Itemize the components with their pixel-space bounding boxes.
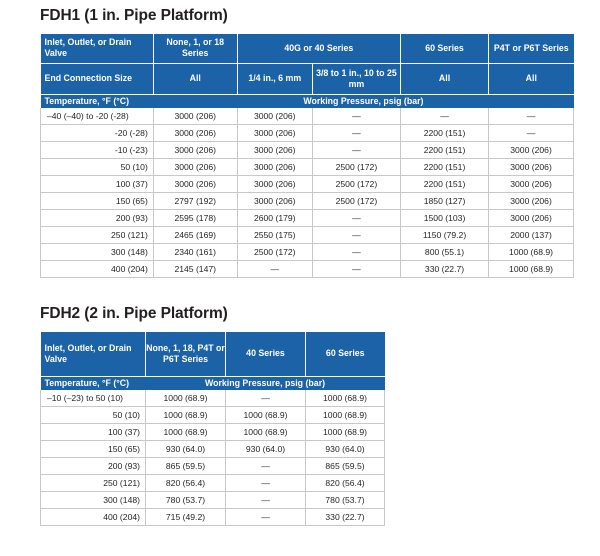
temperature-cell: -10 (-23) — [41, 142, 154, 159]
pressure-cell: — — [226, 458, 306, 475]
table-row — [41, 125, 574, 142]
temperature-cell: 150 (65) — [41, 193, 154, 210]
temperature-cell: –10 (–23) to 50 (10) — [41, 390, 146, 407]
pressure-cell: 2200 (151) — [400, 176, 488, 193]
fdh2-temperature-label: Temperature, °F (°C) — [41, 376, 146, 390]
pressure-cell: 3000 (206) — [489, 142, 574, 159]
pressure-cell: 3000 (206) — [153, 159, 237, 176]
pressure-cell: — — [237, 261, 312, 278]
pressure-cell: 2595 (178) — [153, 210, 237, 227]
pressure-cell: 1000 (68.9) — [146, 407, 226, 424]
temperature-cell: 400 (204) — [41, 509, 146, 526]
table-row — [41, 210, 574, 227]
table-row — [41, 441, 385, 458]
temperature-cell: 100 (37) — [41, 176, 154, 193]
fdh2-header-col2: 40 Series — [226, 332, 306, 376]
pressure-cell: 1000 (68.9) — [146, 390, 226, 407]
pressure-cell: 1850 (127) — [400, 193, 488, 210]
pressure-cell: 2000 (137) — [489, 227, 574, 244]
fdh1-title: FDH1 (1 in. Pipe Platform) — [40, 7, 228, 24]
pressure-cell: — — [489, 108, 574, 125]
temperature-cell: 250 (121) — [41, 227, 154, 244]
pressure-cell: 865 (59.5) — [146, 458, 226, 475]
temperature-cell: 400 (204) — [41, 261, 154, 278]
pressure-cell: 3000 (206) — [237, 142, 312, 159]
table-row — [41, 261, 574, 278]
pressure-cell: 1000 (68.9) — [226, 407, 306, 424]
table-row — [41, 424, 385, 441]
table-row — [41, 492, 385, 509]
pressure-cell: 330 (22.7) — [306, 509, 385, 526]
temperature-cell: 100 (37) — [41, 424, 146, 441]
pressure-cell: 3000 (206) — [237, 159, 312, 176]
pressure-cell: — — [312, 125, 400, 142]
pressure-cell: 3000 (206) — [237, 108, 312, 125]
pressure-cell: 820 (56.4) — [306, 475, 385, 492]
pressure-cell: 3000 (206) — [237, 176, 312, 193]
fdh1-header-col2: 40G or 40 Series — [237, 34, 400, 63]
fdh1-header-all1: All — [153, 63, 237, 94]
pressure-cell: — — [226, 475, 306, 492]
pressure-cell: 3000 (206) — [153, 176, 237, 193]
table-row — [41, 244, 574, 261]
pressure-cell: 1000 (68.9) — [489, 244, 574, 261]
pressure-cell: 2500 (172) — [312, 159, 400, 176]
pressure-cell: 1150 (79.2) — [400, 227, 488, 244]
pressure-cell: 2600 (179) — [237, 210, 312, 227]
pressure-cell: 2550 (175) — [237, 227, 312, 244]
pressure-cell: — — [312, 108, 400, 125]
pressure-cell: 930 (64.0) — [306, 441, 385, 458]
table-row — [41, 407, 385, 424]
pressure-cell: 2145 (147) — [153, 261, 237, 278]
pressure-cell: 330 (22.7) — [400, 261, 488, 278]
fdh1-header-inlet: Inlet, Outlet, or Drain Valve — [41, 34, 154, 63]
fdh1-header-sub2: 3/8 to 1 in., 10 to 25 mm — [312, 63, 400, 94]
temperature-cell: 300 (148) — [41, 244, 154, 261]
table-row — [41, 142, 574, 159]
pressure-cell: 3000 (206) — [237, 125, 312, 142]
pressure-cell: 930 (64.0) — [146, 441, 226, 458]
fdh2-working-pressure-label: Working Pressure, psig (bar) — [146, 376, 385, 390]
pressure-cell: — — [400, 108, 488, 125]
pressure-cell: 2465 (169) — [153, 227, 237, 244]
fdh2-title: FDH2 (2 in. Pipe Platform) — [40, 305, 228, 322]
table-row — [41, 227, 574, 244]
fdh1-header-all4: All — [489, 63, 574, 94]
fdh1-table — [40, 34, 574, 278]
pressure-cell: 3000 (206) — [153, 108, 237, 125]
pressure-cell: 2500 (172) — [237, 244, 312, 261]
pressure-cell: — — [226, 509, 306, 526]
pressure-cell: 3000 (206) — [153, 142, 237, 159]
pressure-cell: 800 (55.1) — [400, 244, 488, 261]
pressure-cell: — — [312, 261, 400, 278]
pressure-cell: 780 (53.7) — [306, 492, 385, 509]
fdh2-header-col1: None, 1, 18, P4T or P6T Series — [146, 332, 226, 376]
pressure-cell: — — [312, 142, 400, 159]
fdh1-working-pressure-label: Working Pressure, psig (bar) — [153, 94, 573, 108]
fdh1-header-col3: 60 Series — [400, 34, 488, 63]
table-row — [41, 475, 385, 492]
pressure-cell: — — [312, 227, 400, 244]
pressure-cell: 3000 (206) — [489, 159, 574, 176]
pressure-cell: — — [312, 244, 400, 261]
pressure-cell: 865 (59.5) — [306, 458, 385, 475]
pressure-cell: — — [226, 492, 306, 509]
temperature-cell: -20 (-28) — [41, 125, 154, 142]
temperature-cell: 300 (148) — [41, 492, 146, 509]
table-row — [41, 108, 574, 125]
fdh1-header-all3: All — [400, 63, 488, 94]
temperature-cell: 250 (121) — [41, 475, 146, 492]
pressure-cell: 780 (53.7) — [146, 492, 226, 509]
pressure-cell: 2500 (172) — [312, 193, 400, 210]
fdh1-header-col4: P4T or P6T Series — [489, 34, 574, 63]
temperature-cell: 200 (93) — [41, 458, 146, 475]
fdh1-temperature-label: Temperature, °F (°C) — [41, 94, 154, 108]
pressure-cell: 1000 (68.9) — [146, 424, 226, 441]
pressure-cell: — — [226, 390, 306, 407]
pressure-cell: 1000 (68.9) — [306, 424, 385, 441]
fdh1-header-col1: None, 1, or 18 Series — [153, 34, 237, 63]
pressure-cell: 3000 (206) — [153, 125, 237, 142]
pressure-cell: 3000 (206) — [489, 176, 574, 193]
pressure-cell: — — [312, 210, 400, 227]
fdh2-header-inlet: Inlet, Outlet, or Drain Valve — [41, 332, 146, 376]
temperature-cell: –40 (–40) to -20 (-28) — [41, 108, 154, 125]
pressure-cell: 1500 (103) — [400, 210, 488, 227]
table-row — [41, 176, 574, 193]
temperature-cell: 50 (10) — [41, 159, 154, 176]
table-row — [41, 159, 574, 176]
table-row — [41, 193, 574, 210]
pressure-cell: 820 (56.4) — [146, 475, 226, 492]
pressure-cell: 1000 (68.9) — [306, 390, 385, 407]
table-row — [41, 509, 385, 526]
fdh1-header-end-conn: End Connection Size — [41, 63, 154, 94]
fdh2-header-col3: 60 Series — [306, 332, 385, 376]
table-row — [41, 458, 385, 475]
table-row — [41, 390, 385, 407]
fdh1-header-sub1: 1/4 in., 6 mm — [237, 63, 312, 94]
pressure-cell: 1000 (68.9) — [489, 261, 574, 278]
pressure-cell: 3000 (206) — [489, 210, 574, 227]
pressure-cell: 930 (64.0) — [226, 441, 306, 458]
pressure-cell: 2200 (151) — [400, 142, 488, 159]
temperature-cell: 50 (10) — [41, 407, 146, 424]
pressure-cell: 2500 (172) — [312, 176, 400, 193]
pressure-cell: 715 (49.2) — [146, 509, 226, 526]
pressure-cell: 2200 (151) — [400, 159, 488, 176]
pressure-cell: 1000 (68.9) — [226, 424, 306, 441]
fdh2-table — [40, 332, 385, 526]
pressure-cell: — — [489, 125, 574, 142]
pressure-cell: 2200 (151) — [400, 125, 488, 142]
pressure-cell: 2340 (161) — [153, 244, 237, 261]
pressure-cell: 2797 (192) — [153, 193, 237, 210]
temperature-cell: 200 (93) — [41, 210, 154, 227]
pressure-cell: 1000 (68.9) — [306, 407, 385, 424]
temperature-cell: 150 (65) — [41, 441, 146, 458]
pressure-cell: 3000 (206) — [489, 193, 574, 210]
pressure-cell: 3000 (206) — [237, 193, 312, 210]
